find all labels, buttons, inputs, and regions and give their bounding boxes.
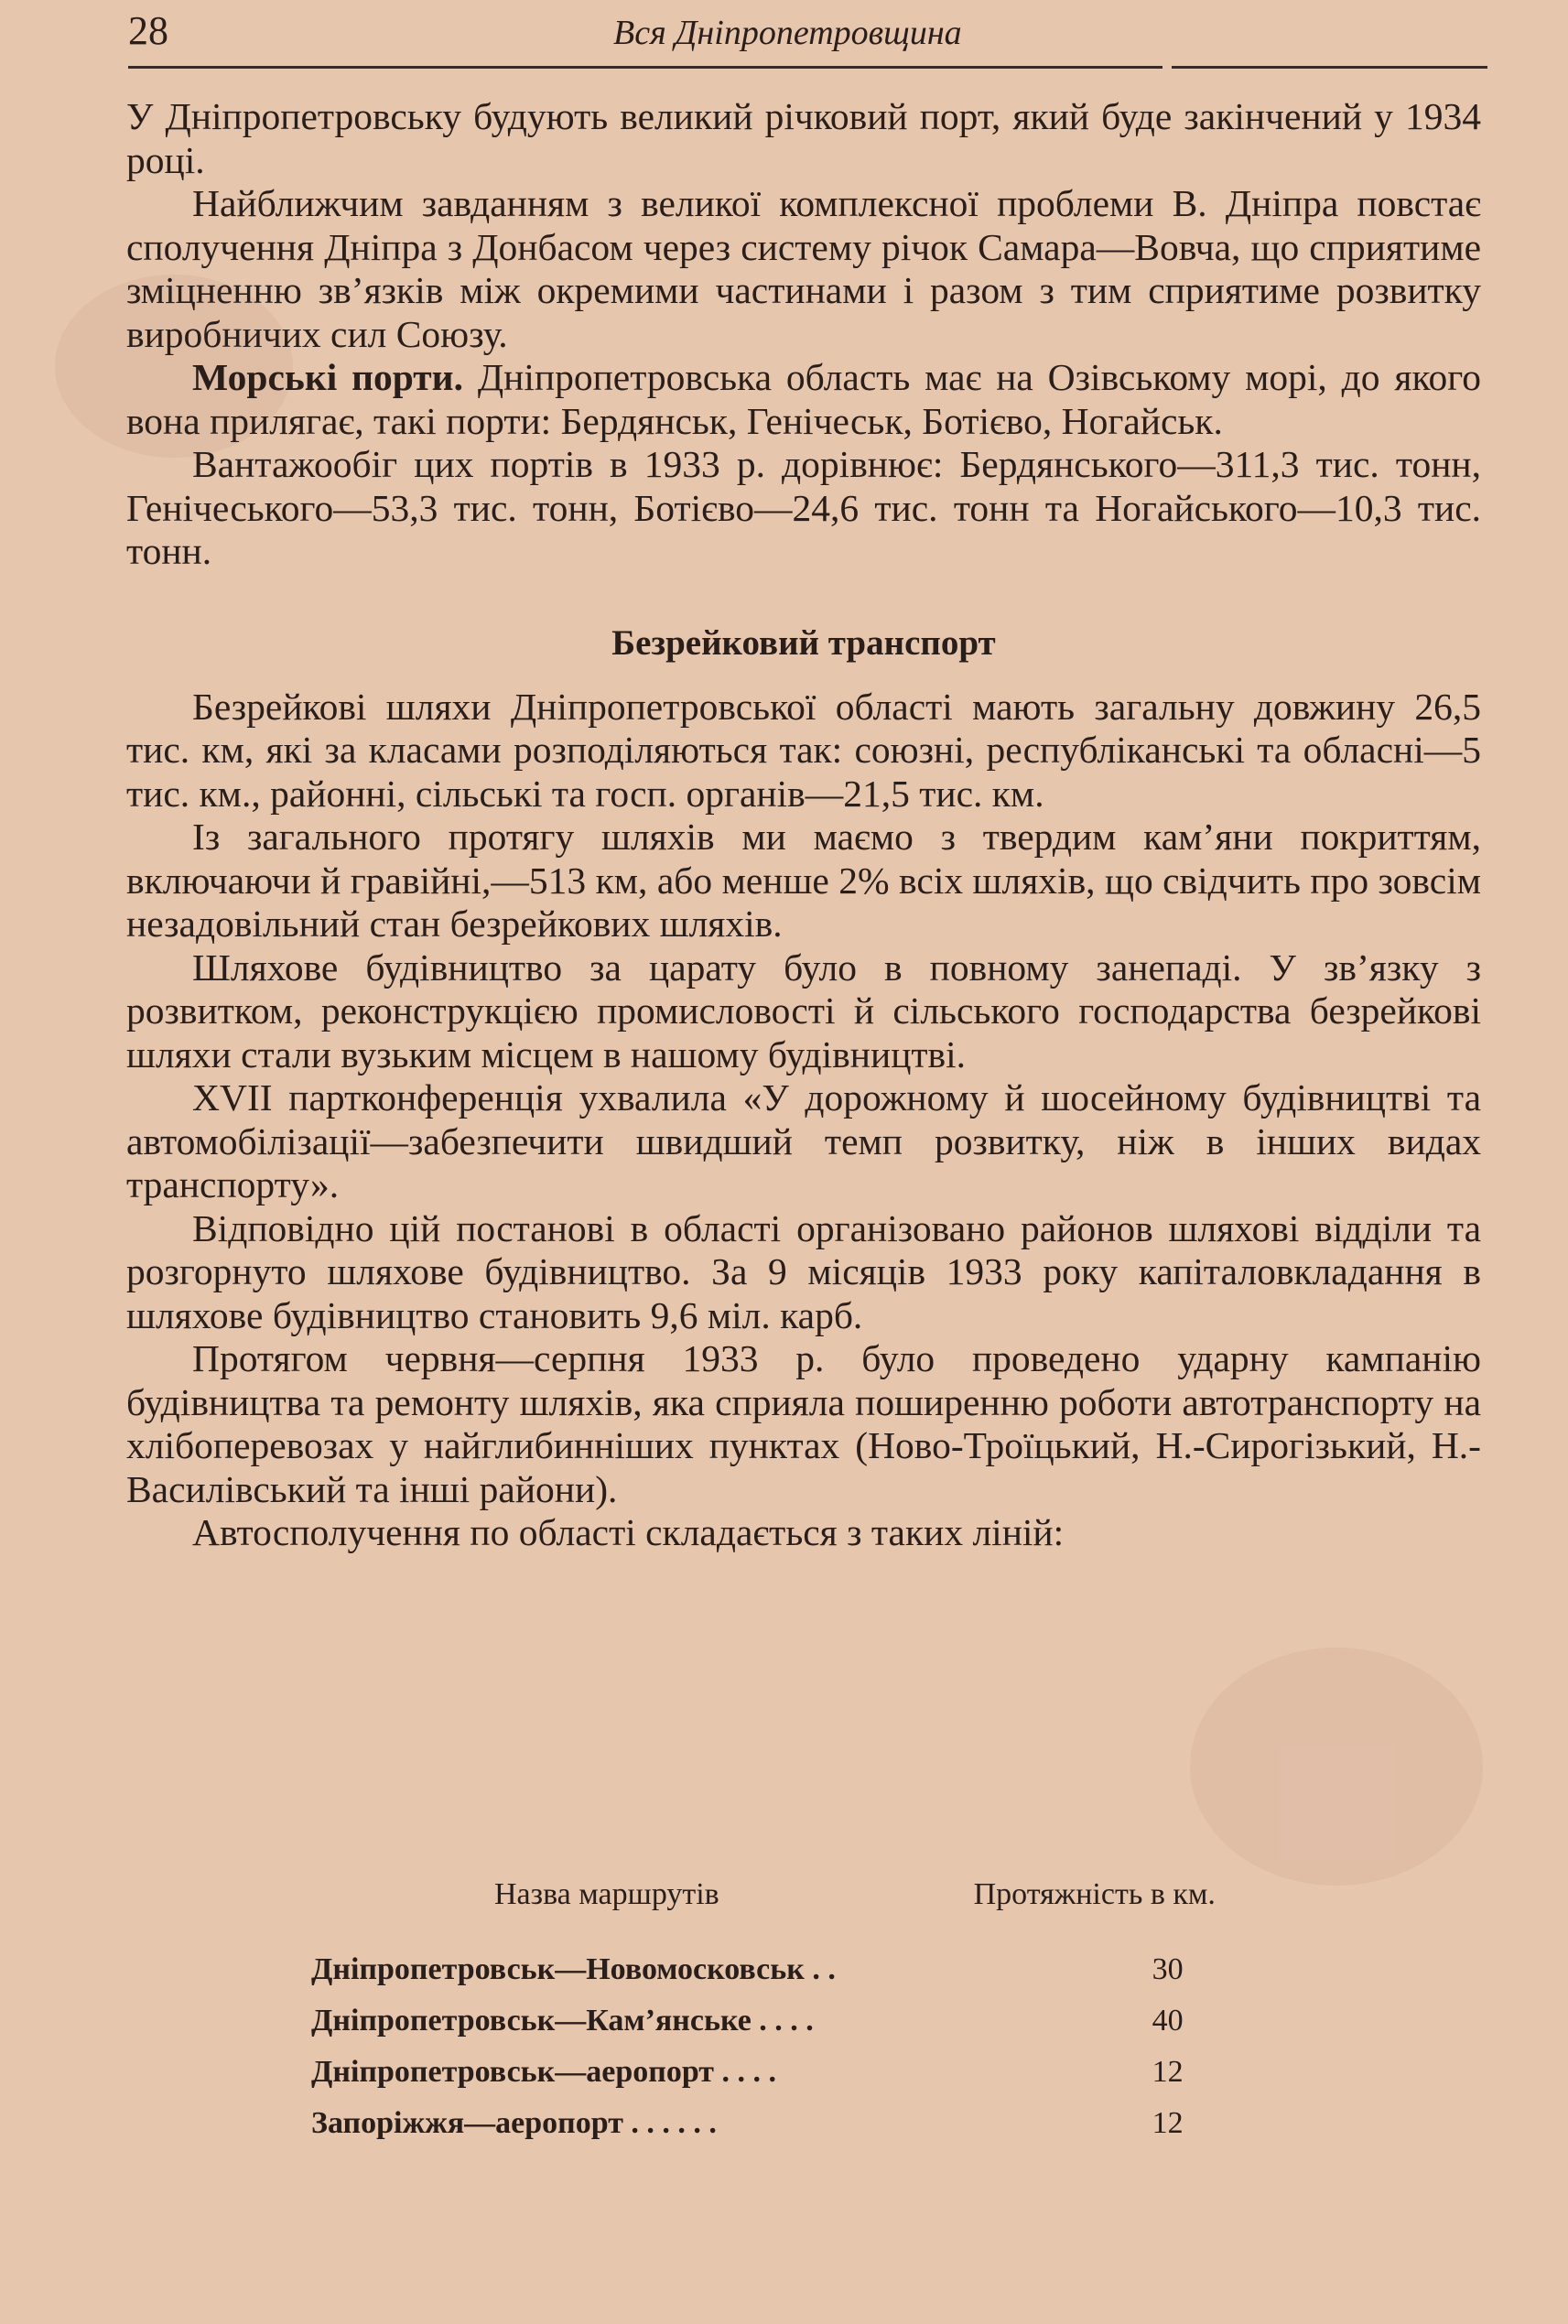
column-header-route: Назва маршрутів: [494, 1877, 719, 1911]
route-name: Запоріжжя—аеропорт . . . . . .: [311, 2106, 717, 2140]
paragraph: Шляхове будівництво за царату було в повному занепаді. У зв’язку з розвитком, реконструкцією промисловості й сільського господарства безрейкові шляхи стали вузьким місцем в нашому будівництві.: [126, 946, 1481, 1076]
table-row: [311, 2098, 1272, 2149]
paragraph: Безрейкові шляхи Дніпропетровської області мають загальну довжину 26,5 тис. км, які за класами розподіляються так: союзні, республіканські та обласні—5 тис. км., районні, сільські та госп. органів—21,5 тис. км.: [126, 685, 1481, 815]
paragraph: [126, 356, 1481, 443]
header-rule: [1172, 66, 1487, 69]
route-length: 12: [1152, 2106, 1184, 2140]
routes-table: [311, 1875, 1272, 2149]
paragraph: Вантажообіг цих портів в 1933 р. дорівнює: Бердянського—311,3 тис. тонн, Генічеського—53,3 тис. тонн, Ботієво—24,6 тис. тонн та Ногайського—10,3 тис. тонн.: [126, 443, 1481, 572]
table-row: [311, 2047, 1272, 2098]
route-name: Дніпропетровськ—Новомосковськ . .: [311, 1952, 836, 1986]
page-number: 28: [128, 8, 168, 53]
running-head: [128, 7, 1486, 71]
paragraph: Автосполучення по області складається з таких ліній:: [192, 1511, 1065, 1553]
route-length: 30: [1152, 1952, 1184, 1986]
paragraph-text: Дніпропетровська область має на Озівському морі, до якого вона прилягає, такі порти: Бердянськ, Генічеськ, Ботієво, Ногайськ.: [126, 356, 1482, 442]
paragraph: Найближчим завданням з великої комплексної проблеми В. Дніпра повстає сполучення Дніпра з Донбасом через систему річок Самара—Вовча, що сприятиме зміцненню зв’язків між окремими частинами і разом з тим сприятиме розвитку виробничих сил Союзу.: [126, 182, 1481, 355]
column-header-length: Протяжність в км.: [973, 1877, 1216, 1911]
paragraph: XVII партконференція ухвалила «У дорожному й шосейному будівництві та автомобілізації—забезпечити швидший темп розвитку, ніж в інших видах транспорту».: [126, 1076, 1481, 1205]
paragraph: Протягом червня—серпня 1933 р. було проведено ударну кампанію будівництва та ремонту шляхів, яка сприяла поширенню роботи автотранспорту на хлібоперевозах у найглибинніших пунктах (Ново-Троїцький, Н.-Сирогізький, Н.-Василівський та інші райони).: [126, 1337, 1481, 1510]
paragraph: Із загального протягу шляхів ми маємо з твердим кам’яни покриттям, включаючи й гравійні,—513 км, або менше 2% всіх шляхів, що свідчить про зовсім незадовільний стан безрейкових шляхів.: [126, 816, 1481, 945]
paper-stain: [1190, 1648, 1483, 1886]
route-name: Дніпропетровськ—Кам’янське . . . .: [311, 2004, 814, 2038]
paragraph: У Дніпропетровську будують великий річковий порт, який буде закінчений у 1934 році.: [126, 95, 1481, 181]
table-row: [311, 1995, 1272, 2047]
header-rule: [128, 66, 1162, 69]
route-length: 12: [1152, 2055, 1184, 2089]
route-length: 40: [1152, 2004, 1184, 2038]
route-name: Дніпропетровськ—аеропорт . . . .: [311, 2055, 776, 2089]
paragraph: Відповідно цій постанові в області організовано районов шляхові відділи та розгорнуто шляхове будівництво. За 9 місяців 1933 року капіталовкладання в шляхове будівництво становить 9,6 міл. карб.: [126, 1206, 1481, 1336]
run-in-heading: Морські порти.: [192, 356, 463, 398]
body-text: [126, 95, 1481, 1555]
section-heading: Безрейковий транспорт: [611, 622, 996, 663]
running-title: Вся Дніпропетровщина: [613, 14, 962, 52]
table-header-row: [311, 1875, 1272, 1944]
table-row: [311, 1944, 1272, 1995]
